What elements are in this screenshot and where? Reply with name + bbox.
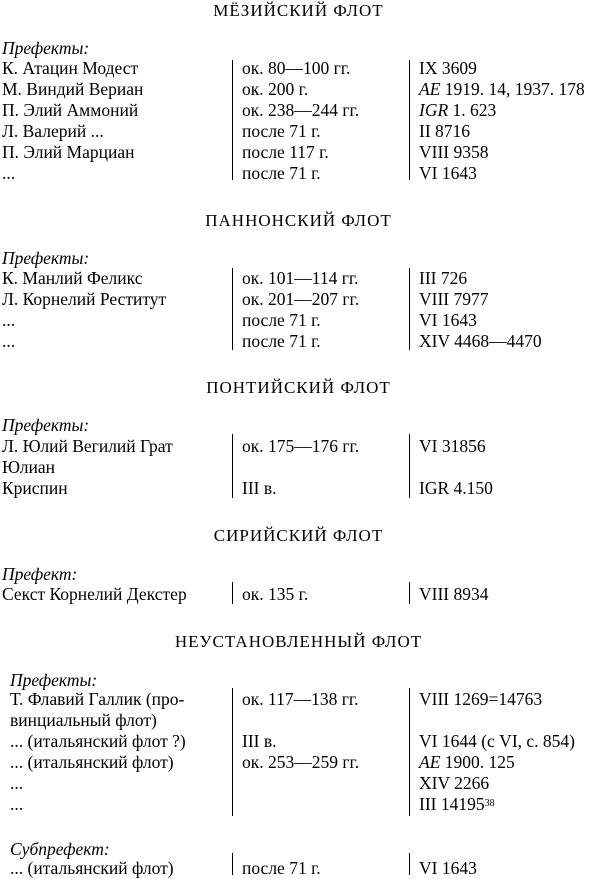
section-title-unknown: НЕУСТАНОВЛЕННЫЙ ФЛОТ (174, 632, 423, 651)
prefect-ref: 1900. 125 (444, 752, 515, 772)
section-label-unknown: Префекты: (10, 670, 98, 690)
prefect-ref: VIII 7977 (419, 289, 489, 309)
table-row (0, 710, 597, 731)
subprefect-name: ... (итальянский флот) (10, 858, 174, 878)
prefect-name: винциальный флот) (10, 710, 157, 730)
section-title-syrian: СИРИЙСКИЙ ФЛОТ (213, 526, 384, 545)
prefect-name: Л. Юлий Вегилий Грат (2, 436, 173, 456)
footnote-marker: 38 (484, 798, 495, 809)
prefect-ref: VI 1643 (419, 310, 477, 330)
prefect-name: ... (2, 163, 16, 183)
table-row (0, 752, 597, 773)
prefect-ref: IGR 4.150 (419, 478, 493, 498)
table-row (0, 121, 597, 142)
prefect-date: после 71 г. (242, 310, 321, 330)
table-row (0, 584, 597, 605)
prefect-ref: III 14195 (419, 794, 485, 814)
prefect-date: ок. 80—100 гг. (242, 58, 351, 78)
prefect-ref: 1. 623 (452, 100, 497, 120)
prefect-date: ок. 101—114 гг. (242, 268, 359, 288)
prefect-name: М. Виндий Вериан (2, 79, 144, 99)
table-row (0, 773, 597, 794)
prefect-name: Криспин (2, 478, 68, 498)
prefect-name: К. Атацин Модест (2, 58, 139, 78)
prefect-name: Секст Корнелий Декстер (2, 584, 187, 604)
table-row (0, 142, 597, 163)
section-label-pontic: Префекты: (2, 415, 90, 435)
prefect-ref: 1919. 14, 1937. 178 (444, 79, 585, 99)
prefect-name: ... (2, 310, 16, 330)
prefect-name: ... (10, 773, 24, 793)
prefect-ref: VI 31856 (419, 436, 486, 456)
prefect-name: ... (итальянский флот) (10, 752, 174, 772)
table-row (0, 268, 597, 289)
prefect-ref-cell (419, 752, 515, 773)
table-row (0, 289, 597, 310)
prefect-ref: VIII 1269=14763 (419, 689, 543, 709)
prefect-ref: III 726 (419, 268, 468, 288)
section-title-moesian: МЁЗИЙСКИЙ ФЛОТ (213, 1, 384, 20)
table-row (0, 794, 597, 815)
prefect-date: после 117 г. (242, 142, 329, 162)
table-row (0, 79, 597, 100)
prefect-ref: VIII 9358 (419, 142, 489, 162)
prefect-date: ок. 238—244 гг. (242, 100, 360, 120)
prefect-name: Л. Корнелий Реститут (2, 289, 167, 309)
prefect-name: Т. Флавий Галлик (про- (10, 689, 185, 709)
section-label-pannonian: Префекты: (2, 248, 90, 268)
prefect-name: ... (итальянский флот ?) (10, 731, 186, 751)
prefect-name: Юлиан (2, 457, 55, 477)
prefect-date: после 71 г. (242, 121, 321, 141)
prefect-date: III в. (242, 478, 277, 498)
ref-source-italic: IGR (419, 100, 449, 120)
section-sublabel-unknown: Субпрефект: (10, 839, 110, 859)
prefect-date: III в. (242, 731, 277, 751)
prefect-name: К. Манлий Феликс (2, 268, 143, 288)
prefect-date: ок. 117—138 гг. (242, 689, 359, 709)
prefect-ref-cell (419, 79, 585, 100)
prefect-ref: XIV 2266 (419, 773, 490, 793)
table-row (0, 310, 597, 331)
prefect-ref-cell (419, 794, 495, 815)
table-row (0, 858, 597, 879)
prefect-date: ок. 201—207 гг. (242, 289, 360, 309)
prefect-date: ок. 253—259 гг. (242, 752, 360, 772)
table-row (0, 689, 597, 710)
subprefect-date: после 71 г. (242, 858, 321, 878)
table-row (0, 436, 597, 457)
prefect-date: ок. 175—176 гг. (242, 436, 360, 456)
table-row (0, 100, 597, 121)
section-label-syrian: Префект: (2, 564, 78, 584)
subprefect-ref: VI 1643 (419, 858, 477, 878)
section-label-moesian: Префекты: (2, 38, 90, 58)
section-title-pannonian: ПАННОНСКИЙ ФЛОТ (205, 211, 392, 230)
table-row (0, 731, 597, 752)
prefect-name: ... (2, 331, 16, 351)
prefect-ref: II 8716 (419, 121, 471, 141)
table-row (0, 478, 597, 499)
prefect-name: П. Элий Аммоний (2, 100, 139, 120)
prefect-ref: VI 1644 (с VI, с. 854) (419, 731, 575, 751)
prefect-ref: VIII 8934 (419, 584, 489, 604)
prefect-name: П. Элий Марциан (2, 142, 135, 162)
prefect-date: после 71 г. (242, 163, 321, 183)
table-row (0, 163, 597, 184)
prefect-name: ... (10, 794, 24, 814)
prefect-ref: XIV 4468—4470 (419, 331, 542, 351)
table-row (0, 457, 597, 478)
prefect-date: ок. 135 г. (242, 584, 309, 604)
prefect-date: ок. 200 г. (242, 79, 309, 99)
ref-source-italic: AE (419, 79, 441, 99)
table-row (0, 58, 597, 79)
prefect-ref: IX 3609 (419, 58, 477, 78)
table-row (0, 331, 597, 352)
prefect-name: Л. Валерий ... (2, 121, 104, 141)
section-title-pontic: ПОНТИЙСКИЙ ФЛОТ (206, 378, 391, 397)
prefect-ref-cell (419, 100, 496, 121)
prefect-ref: VI 1643 (419, 163, 477, 183)
ref-source-italic: AE (419, 752, 441, 772)
prefect-date: после 71 г. (242, 331, 321, 351)
